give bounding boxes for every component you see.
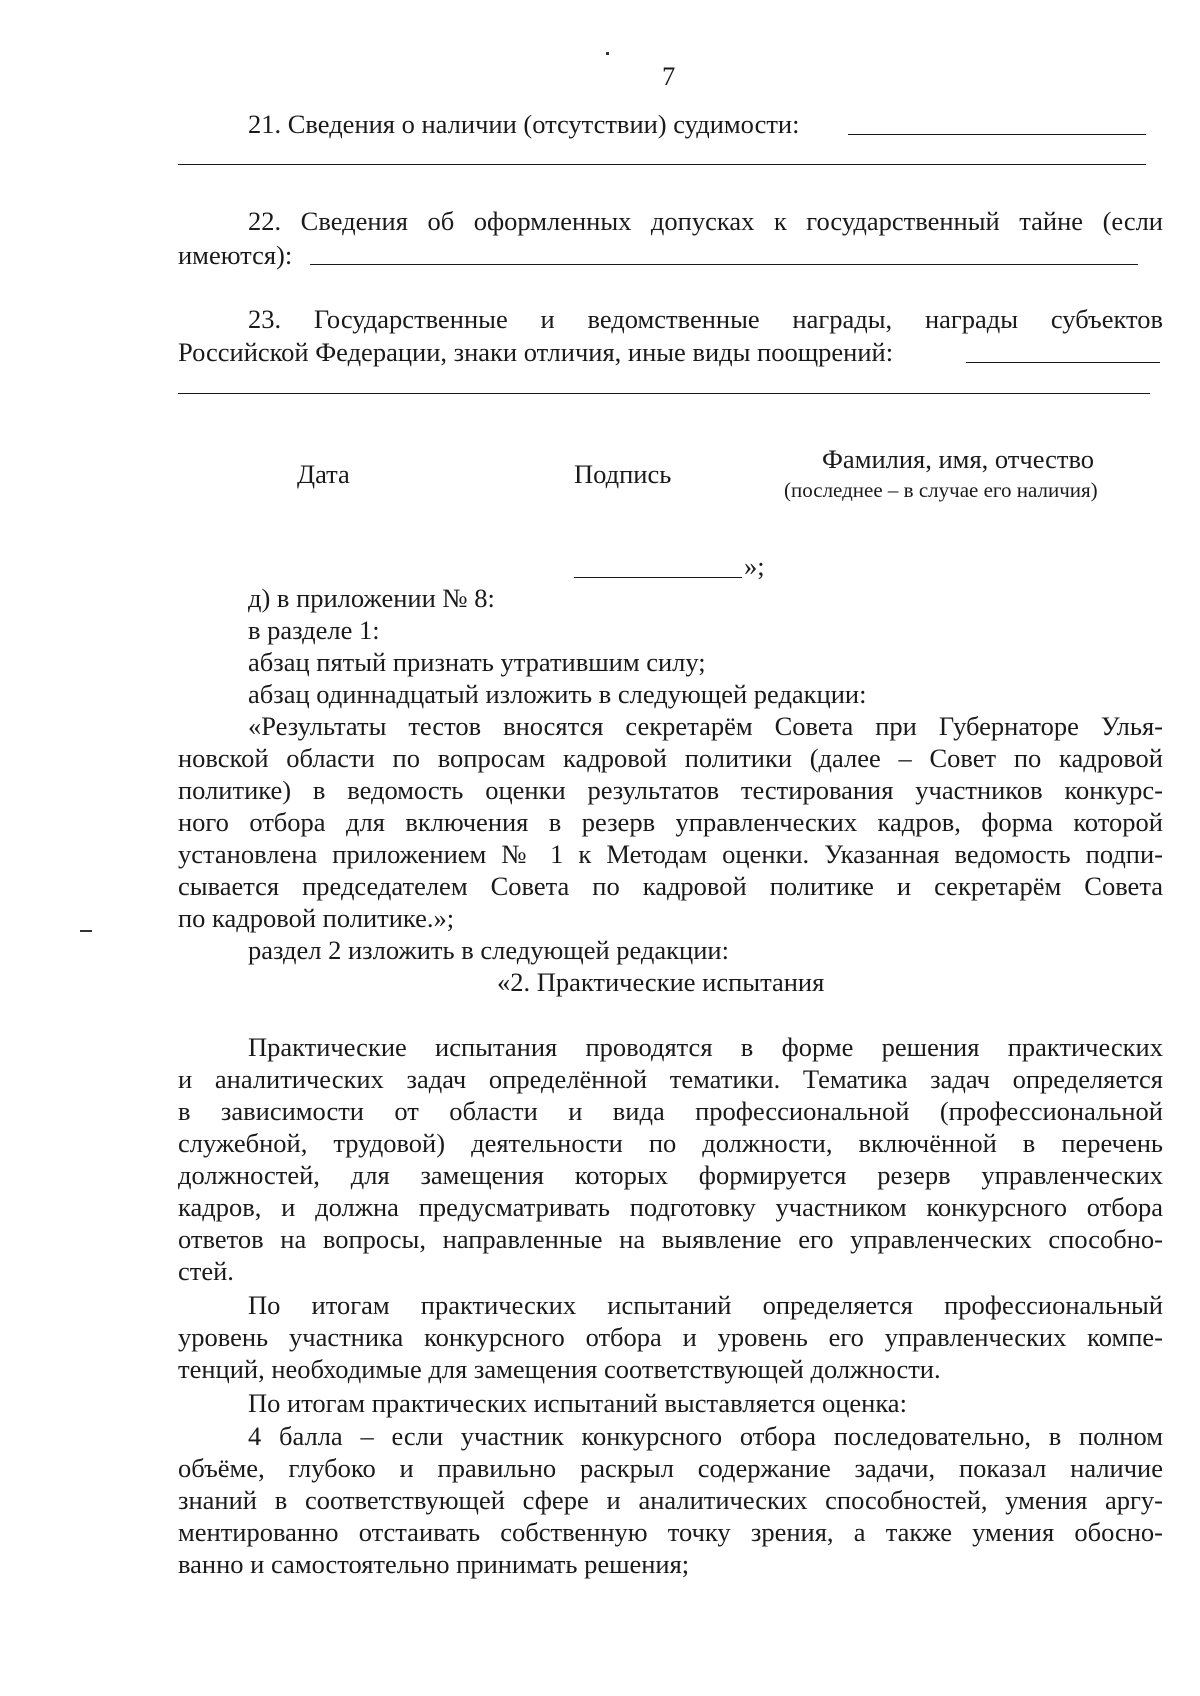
s2-p2-line-2: уровень участника конкурсного отбора и уровень его управленческих компе- xyxy=(178,1322,1163,1352)
scan-speck xyxy=(606,52,609,55)
item-23-fill-line xyxy=(966,362,1160,363)
item-21-fill-line xyxy=(848,134,1146,135)
section-2-title: «2. Практические испытания xyxy=(497,967,825,997)
quote-line-5: установлена приложением № 1 к Методам оценки. Указанная ведомость подпи- xyxy=(178,839,1163,869)
s2-p1-line-2: и аналитических задач определённой тематики. Тематика задач определяется xyxy=(178,1064,1163,1094)
signature-label: Подпись xyxy=(574,459,672,489)
s2-p2-line-1: По итогам практических испытаний определяется профессиональный xyxy=(248,1290,1163,1320)
s2-p4-line-1: 4 балла – если участник конкурсного отбора последовательно, в полном xyxy=(248,1421,1163,1451)
item-21-fill-line-2 xyxy=(178,164,1146,165)
s2-p4-line-2: объёме, глубоко и правильно раскрыл содержание задачи, показал наличие xyxy=(178,1453,1163,1483)
closing-fill-line xyxy=(574,577,742,578)
scan-speck xyxy=(80,930,92,932)
item-23-line-1: 23. Государственные и ведомственные награды, награды субъектов xyxy=(248,304,1163,334)
fio-label: Фамилия, имя, отчество xyxy=(822,444,1095,474)
item-22-line-2: имеются): xyxy=(178,240,293,270)
s2-p1-last-line: стей. xyxy=(178,1256,234,1286)
amendment-para-11: абзац одиннадцатый изложить в следующей редакции: xyxy=(248,679,867,709)
fio-note: (последнее – в случае его наличия) xyxy=(784,478,1098,502)
quote-line-1: «Результаты тестов вносятся секретарём Совета при Губернаторе Улья- xyxy=(248,711,1163,741)
s2-p1-line-3: в зависимости от области и вида профессиональной (профессиональной xyxy=(178,1096,1163,1126)
closing-mark: »; xyxy=(744,551,765,581)
s2-p4-last-line: ванно и самостоятельно принимать решения; xyxy=(178,1549,690,1579)
page-number: 7 xyxy=(662,61,676,91)
section-2-intro: раздел 2 изложить в следующей редакции: xyxy=(248,935,729,965)
s2-p4-line-3: знаний в соответствующей сфере и аналитических способностей, умения аргу- xyxy=(178,1485,1163,1515)
quote-line-4: ного отбора для включения в резерв управленческих кадров, форма которой xyxy=(178,807,1163,837)
s2-p1-line-1: Практические испытания проводятся в форме решения практических xyxy=(248,1032,1163,1062)
item-21-label: 21. Сведения о наличии (отсутствии) судимости: xyxy=(248,109,800,139)
amendment-para-5: абзац пятый признать утратившим силу; xyxy=(248,647,706,677)
s2-p1-line-4: служебной, трудовой) деятельности по должности, включённой в перечень xyxy=(178,1128,1163,1158)
quote-last-line: по кадровой политике.»; xyxy=(178,903,455,933)
item-22-fill-line xyxy=(310,264,1138,265)
item-23-line-2: Российской Федерации, знаки отличия, иные виды поощрений: xyxy=(178,337,894,367)
s2-p1-line-7: ответов на вопросы, направленные на выявление его управленческих способно- xyxy=(178,1224,1163,1254)
amendment-section-1: в разделе 1: xyxy=(248,615,380,645)
amendment-item-d: д) в приложении № 8: xyxy=(248,583,495,613)
item-23-fill-line-2 xyxy=(178,393,1150,394)
quote-line-3: политике) в ведомость оценки результатов тестирования участников конкурс- xyxy=(178,775,1163,805)
s2-p1-line-6: кадров, и должна предусматривать подготовку участником конкурсного отбора xyxy=(178,1192,1163,1222)
s2-p1-line-5: должностей, для замещения которых формируется резерв управленческих xyxy=(178,1160,1163,1190)
s2-p4-line-4: ментированно отстаивать собственную точку зрения, а также умения обосно- xyxy=(178,1517,1163,1547)
item-22-line-1: 22. Сведения об оформленных допусках к государственный тайне (если xyxy=(248,206,1163,236)
s2-p2-last-line: тенций, необходимые для замещения соответствующей должности. xyxy=(178,1354,941,1384)
date-label: Дата xyxy=(297,459,350,489)
s2-p3: По итогам практических испытаний выставляется оценка: xyxy=(248,1388,907,1418)
quote-line-2: новской области по вопросам кадровой политики (далее – Совет по кадровой xyxy=(178,743,1163,773)
quote-line-6: сывается председателем Совета по кадровой политике и секретарём Совета xyxy=(178,871,1163,901)
